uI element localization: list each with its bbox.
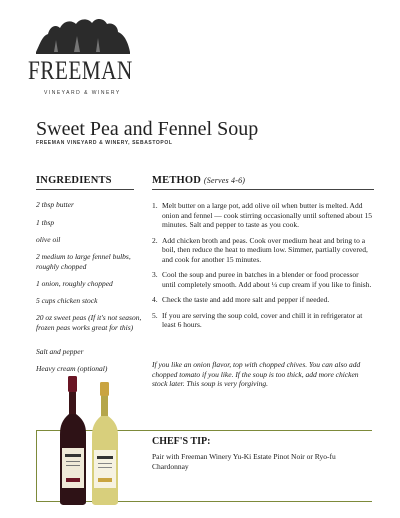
- method-step: [152, 236, 374, 265]
- ingredients-heading: INGREDIENTS: [36, 175, 112, 186]
- step-text: If you are serving the soup cold, cover and chill it in refrigerator at least 6 hours.: [162, 310, 363, 329]
- recipe-source: FREEMAN VINEYARD & WINERY, SEBASTOPOL: [36, 140, 173, 146]
- method-divider: [152, 189, 374, 190]
- ingredient-item: 20 oz sweet peas (If it's not season, frozen peas works great for this): [36, 313, 142, 332]
- ingredient-item: 1 onion, roughly chopped: [36, 279, 113, 288]
- chardonnay-bottle: [92, 382, 118, 505]
- step-text: Cool the soup and puree in batches in a blender or food processor until completely smooth. Add about ¼ cup cream if you like to finish.: [162, 270, 372, 289]
- ingredient-item: 2 medium to large fennel bulbs, roughly chopped: [36, 252, 131, 271]
- method-step: [152, 201, 374, 230]
- chefs-tip-text: Pair with Freeman Winery Yu-Ki Estate Pinot Noir or Ryo-fu Chardonnay: [152, 452, 336, 471]
- step-number: 3.: [152, 270, 158, 279]
- step-text: Melt butter on a large pot, add olive oil when butter is melted. Add onion and fennel — cook stirring occasionally until softened about 15 minutes. Salt and pepper to taste as you cook.: [162, 201, 372, 229]
- wine-bottles-image: [58, 374, 122, 506]
- recipe-title: Sweet Pea and Fennel Soup: [36, 118, 259, 140]
- method-step: [152, 270, 374, 289]
- ingredients-divider: [36, 189, 134, 190]
- brand-tagline: VINEYARD & WINERY: [44, 90, 121, 96]
- step-text: Check the taste and add more salt and pepper if needed.: [162, 295, 330, 304]
- pinot-noir-bottle: [60, 376, 86, 505]
- method-step: [152, 295, 374, 305]
- step-text: Add chicken broth and peas. Cook over medium heat and bring to a boil, then reduce the heat to medium low. Simmer, partially covered, and cook for another 15 minutes.: [162, 235, 368, 264]
- tree-line-icon: [34, 14, 132, 54]
- freeman-logo: [28, 14, 138, 96]
- brand-name: FREEMAN: [28, 56, 133, 85]
- step-number: 1.: [152, 201, 158, 210]
- chefs-tip-heading: CHEF'S TIP:: [152, 436, 211, 447]
- method-steps: [152, 201, 374, 336]
- method-heading-label: METHOD: [152, 175, 202, 186]
- ingredient-item: olive oil: [36, 235, 61, 244]
- step-number: 2.: [152, 235, 158, 245]
- ingredient-item: Heavy cream (optional): [36, 364, 108, 373]
- step-number: 4.: [152, 295, 158, 304]
- method-note: If you like an onion flavor, top with chopped chives. You can also add chopped tomato if you like. If the soup is too thick, add more chicken stock later. This soup is very forgiving.: [152, 360, 361, 388]
- method-heading: [152, 175, 245, 186]
- ingredient-item: 2 tbsp butter: [36, 200, 74, 209]
- ingredient-item: 1 tbsp: [36, 218, 55, 227]
- method-step: [152, 311, 374, 330]
- method-serves: (Serves 4-6): [203, 176, 246, 185]
- ingredient-item: 5 cups chicken stock: [36, 296, 98, 305]
- ingredient-item: Salt and pepper: [36, 347, 84, 356]
- step-number: 5.: [152, 310, 158, 320]
